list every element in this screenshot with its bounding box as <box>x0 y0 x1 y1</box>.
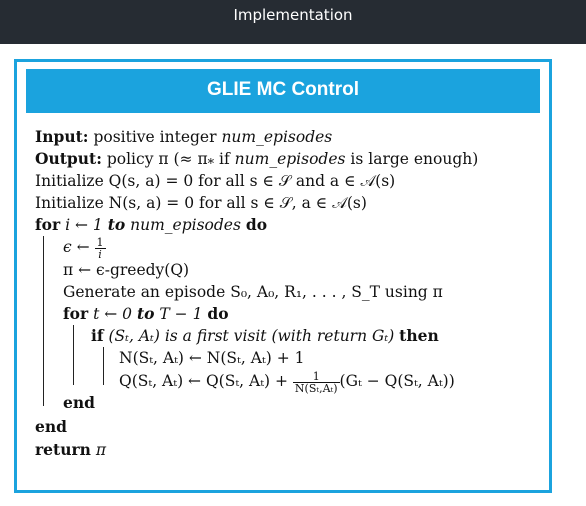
for-text: i ← 1 <box>60 216 108 234</box>
for-keyword: for <box>35 215 61 234</box>
init-q-line: Initialize Q(s, a) = 0 for all s ∈ 𝒮 and a ∈ 𝒜(s) <box>35 172 396 190</box>
return-value: π <box>90 441 107 459</box>
q-update-denominator: N(Sₜ,Aₜ) <box>294 381 338 395</box>
pi-line: π ← ϵ-greedy(Q) <box>63 261 190 279</box>
epsilon-text: ϵ ← <box>63 238 95 256</box>
algorithm-title: GLIE MC Control <box>207 79 359 100</box>
to-keyword: to <box>107 215 126 234</box>
output-subscript: * <box>207 157 215 173</box>
for-variable: num_episodes <box>125 216 246 234</box>
outer-loop-bar <box>43 236 44 406</box>
then-keyword: then <box>399 326 439 345</box>
epsilon-denominator: i <box>98 247 102 261</box>
do-keyword: do <box>245 215 268 234</box>
inner-for-bound: T − 1 <box>154 305 208 323</box>
title-bar <box>0 0 586 44</box>
inner-for-keyword: for <box>63 304 89 323</box>
output-variable: num_episodes <box>234 150 346 168</box>
generate-line: Generate an episode S₀, A₀, R₁, . . . , S_T using π <box>63 283 443 301</box>
output-text-2: if <box>214 150 235 168</box>
inner-to-keyword: to <box>136 304 155 323</box>
if-body-bar <box>103 347 104 385</box>
q-update-text-2: (Gₜ − Q(Sₜ, Aₜ)) <box>339 372 455 390</box>
inner-for-line <box>63 303 229 325</box>
init-n-line: Initialize N(s, a) = 0 for all s ∈ 𝒮, a ∈ 𝒜(s) <box>35 194 367 212</box>
outer-for-line <box>35 214 267 236</box>
if-text: (Sₜ, Aₜ) is a first visit (with return Gₜ) <box>103 327 400 345</box>
q-update-line <box>119 369 455 395</box>
output-keyword: Output: <box>35 149 102 168</box>
inner-for-text: t ← 0 <box>88 305 137 323</box>
epsilon-line <box>63 235 106 261</box>
algorithm-banner <box>26 69 540 113</box>
inner-end: end <box>63 393 95 412</box>
output-line <box>35 148 479 173</box>
return-keyword: return <box>35 440 91 459</box>
input-text: positive integer <box>88 128 222 146</box>
q-update-fraction <box>293 371 340 394</box>
q-update-text: Q(Sₜ, Aₜ) ← Q(Sₜ, Aₜ) + <box>119 372 293 390</box>
output-text: policy π (≈ π <box>101 150 208 168</box>
window-title: Implementation <box>233 6 353 24</box>
if-line <box>91 325 439 347</box>
q-update-numerator: 1 <box>293 371 340 383</box>
return-line <box>35 439 106 461</box>
if-keyword: if <box>91 326 104 345</box>
input-keyword: Input: <box>35 127 89 146</box>
epsilon-numerator: 1 <box>96 235 104 249</box>
input-variable: num_episodes <box>221 128 333 146</box>
epsilon-fraction <box>95 237 106 260</box>
n-update-line: N(Sₜ, Aₜ) ← N(Sₜ, Aₜ) + 1 <box>119 349 305 367</box>
inner-loop-bar <box>73 325 74 385</box>
algorithm-frame <box>14 59 552 493</box>
outer-end: end <box>35 417 67 436</box>
inner-do-keyword: do <box>207 304 229 323</box>
output-text-3: is large enough) <box>345 150 479 168</box>
input-line <box>35 126 332 148</box>
